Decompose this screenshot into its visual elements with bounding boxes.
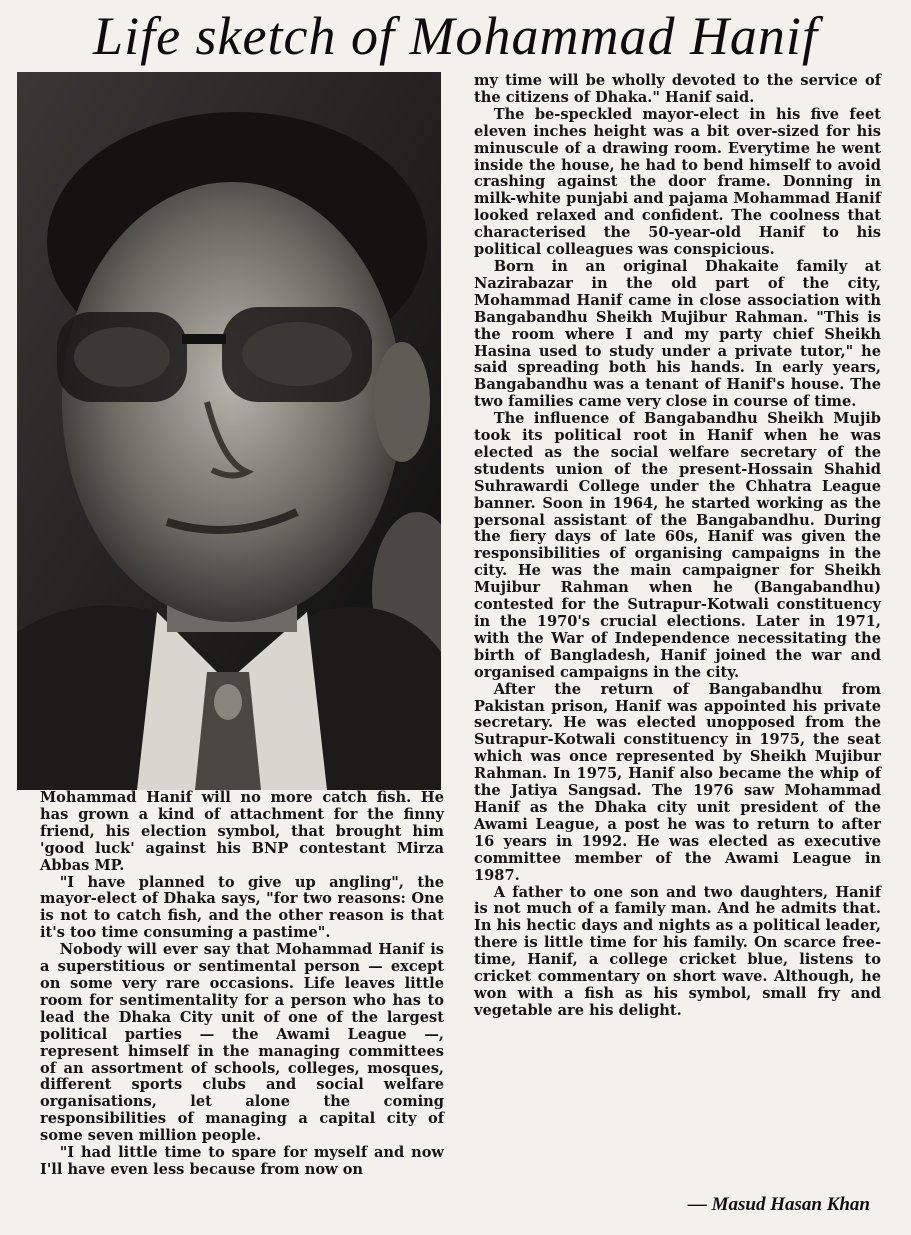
paragraph: "I have planned to give up angling", the mayor-elect of Dhaka says, "for two reasons: One is not to catch fish, and the other reason is that it's too time consuming a pastime". [40, 873, 444, 942]
paragraph: A father to one son and two daughters, Hanif is not much of a family man. And he admits that. In his hectic days and nights as a political leader, there is little time for his family. On scarce free-time, Hanif, a college cricket blue, listens to cricket commentary on short wave. Although, he won with a fish as his symbol, small fry and vegetable are his delight. [474, 883, 881, 1019]
paragraph: "I had little time to spare for myself and now I'll have even less because from now on [40, 1144, 444, 1178]
byline: — Masud Hasan Khan [687, 1194, 870, 1215]
portrait-photo [17, 72, 441, 790]
paragraph: my time will be wholly devoted to the service of the citizens of Dhaka." Hanif said. [474, 72, 881, 106]
headline: Life sketch of Mohammad Hanif [93, 6, 818, 66]
left-column [40, 790, 444, 1179]
right-column [474, 73, 881, 1020]
paragraph: After the return of Bangabandhu from Pakistan prison, Hanif was appointed his private secretary. He was elected unopposed from the Sutrapur-Kotwali constituency in 1975, the seat which was once represented by Sheikh Mujibur Rahman. In 1975, Hanif also became the whip of the Jatiya Sangsad. The 1976 saw Mohammad Hanif as the Dhaka city unit president of the Awami League, a post he was to return to after 16 years in 1992. He was elected as executive committee member of the Awami League in 1987. [474, 680, 881, 884]
paragraph: The be-speckled mayor-elect in his five feet eleven inches height was a bit over-sized for his minuscule of a drawing room. Everytime he went inside the house, he had to bend himself to avoid crashing against the door frame. Donning in milk-white punjabi and pajama Mohammad Hanif looked relaxed and confident. The coolness that characterised the 50-year-old Hanif to his political colleagues was conspicious. [474, 105, 881, 259]
paragraph: The influence of Bangabandhu Sheikh Mujib took its political root in Hanif when he was elected as the social welfare secretary of the students union of the present-Hossain Shahid Suhrawardi College under the Chhatra League banner. Soon in 1964, he started working as the personal assistant of the Bangabandhu. During the fiery days of late 60s, Hanif was given the responsibilities of organising campaigns in the city. He was the main campaigner for Sheikh Mujibur Rahman when he (Bangabandhu) contested for the Sutrapur-Kotwali constituency in the 1970's crucial elections. Later in 1971, with the War of Independence necessitating the birth of Bangladesh, Hanif joined the war and organised campaigns in the city. [474, 410, 881, 681]
paragraph: Nobody will ever say that Mohammad Hanif is a superstitious or sentimental person — except on some very rare occasions. Life leaves little room for sentimentality for a person who has to lead the Dhaka City unit of one of the largest political parties — the Awami League —, represent himself in the managing committees of an assortment of schools, colleges, mosques, different sports clubs and social welfare organisations, let alone the coming responsibilities of managing a capital city of some seven million people. [40, 941, 444, 1145]
paragraph: Mohammad Hanif will no more catch fish. He has grown a kind of attachment for the finny friend, his election symbol, that brought him 'good luck' against his BNP contestant Mirza Abbas MP. [40, 789, 444, 874]
paragraph: Born in an original Dhakaite family at Nazirabazar in the old part of the city, Mohammad Hanif came in close association with Bangabandhu Sheikh Mujibur Rahman. "This is the room where I and my party chief Sheikh Hasina used to study under a private tutor," he said spreading both his hands. In early years, Bangabandhu was a tenant of Hanif's house. The two families came very close in course of time. [474, 257, 881, 411]
